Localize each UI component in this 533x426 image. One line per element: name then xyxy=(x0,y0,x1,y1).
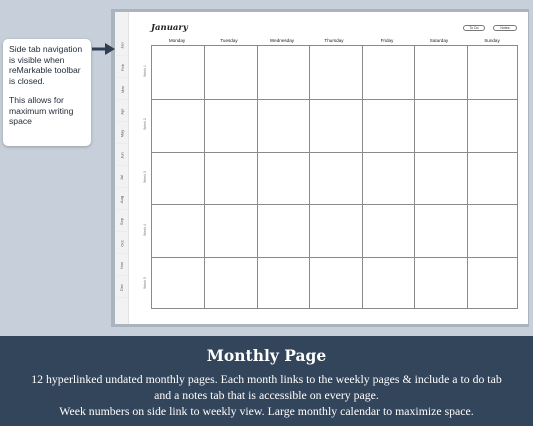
grid-divider xyxy=(309,46,310,308)
side-tab-apr[interactable] xyxy=(116,102,128,122)
side-tab-label: Jul xyxy=(119,174,125,181)
callout-text-toolbar: Side tab navigation is visible when reMarkable toolbar is closed. xyxy=(9,44,83,86)
week-label: Week 5 xyxy=(143,277,147,289)
grid-divider xyxy=(204,46,205,308)
day-header-thursday: Thursday xyxy=(324,38,344,43)
banner-title: Monthly Page xyxy=(206,346,327,365)
side-tab-label: Feb xyxy=(119,64,125,71)
grid-divider xyxy=(257,46,258,308)
side-tab-label: Oct xyxy=(119,240,125,247)
callout-box xyxy=(3,39,91,146)
day-header-tuesday: Tuesday xyxy=(220,38,238,43)
side-tab-mar[interactable] xyxy=(116,80,128,100)
side-tab-label: May xyxy=(119,129,125,138)
side-tab-label: Dec xyxy=(119,283,125,292)
arrow-right-icon xyxy=(92,42,116,56)
grid-divider xyxy=(414,46,415,308)
side-tab-may[interactable] xyxy=(116,124,128,144)
day-header-sunday: Sunday xyxy=(484,38,500,43)
week-label: Week 1 xyxy=(143,65,147,77)
planner-page xyxy=(115,12,528,324)
side-tab-label: Aug xyxy=(119,195,125,204)
week-label: Week 3 xyxy=(143,171,147,183)
side-tab-navigation xyxy=(115,12,129,324)
side-tab-jul[interactable] xyxy=(116,168,128,188)
side-tab-label: Nov xyxy=(119,261,125,270)
week-label: Week 4 xyxy=(143,224,147,236)
day-header-wednesday: Wednesday xyxy=(269,38,295,43)
month-calendar-grid xyxy=(151,45,518,309)
callout-text-space: This allows for maximum writing space xyxy=(9,95,74,126)
grid-divider xyxy=(152,257,517,258)
banner-description xyxy=(0,371,533,419)
banner-line-2: and a notes tab that is accessible on every page. xyxy=(154,388,379,402)
description-banner xyxy=(0,336,533,426)
side-tab-label: Sep xyxy=(119,217,125,226)
side-tab-aug[interactable] xyxy=(116,190,128,210)
grid-divider xyxy=(152,204,517,205)
side-tab-jun[interactable] xyxy=(116,146,128,166)
side-tab-dec[interactable] xyxy=(116,278,128,298)
grid-divider xyxy=(362,46,363,308)
side-tab-feb[interactable] xyxy=(116,58,128,78)
side-tab-sep[interactable] xyxy=(116,212,128,232)
side-tab-nov[interactable] xyxy=(116,256,128,276)
side-tab-jan[interactable] xyxy=(116,36,128,56)
week-link-1[interactable] xyxy=(142,51,148,91)
day-header-friday: Friday xyxy=(380,38,394,43)
todo-tab-link[interactable]: To Do xyxy=(463,25,485,31)
month-title: January xyxy=(151,23,188,33)
week-label: Week 2 xyxy=(143,118,147,130)
day-header-saturday: Saturday xyxy=(429,38,449,43)
banner-line-3: Week numbers on side link to weekly view. Large monthly calendar to maximize space. xyxy=(59,404,474,418)
side-tab-label: Apr xyxy=(119,108,125,115)
week-link-5[interactable] xyxy=(142,263,148,303)
day-header-monday: Monday xyxy=(168,38,186,43)
side-tab-label: Jan xyxy=(119,42,125,49)
side-tab-label: Mar xyxy=(119,86,125,93)
week-link-4[interactable] xyxy=(142,210,148,250)
grid-divider xyxy=(152,152,517,153)
grid-divider xyxy=(152,99,517,100)
side-tab-oct[interactable] xyxy=(116,234,128,254)
grid-divider xyxy=(467,46,468,308)
notes-tab-link[interactable]: Notes xyxy=(493,25,517,31)
week-link-2[interactable] xyxy=(142,104,148,144)
week-link-3[interactable] xyxy=(142,157,148,197)
side-tab-label: Jun xyxy=(119,152,125,159)
banner-line-1: 12 hyperlinked undated monthly pages. Each month links to the weekly pages & include a to do tab xyxy=(31,372,502,386)
